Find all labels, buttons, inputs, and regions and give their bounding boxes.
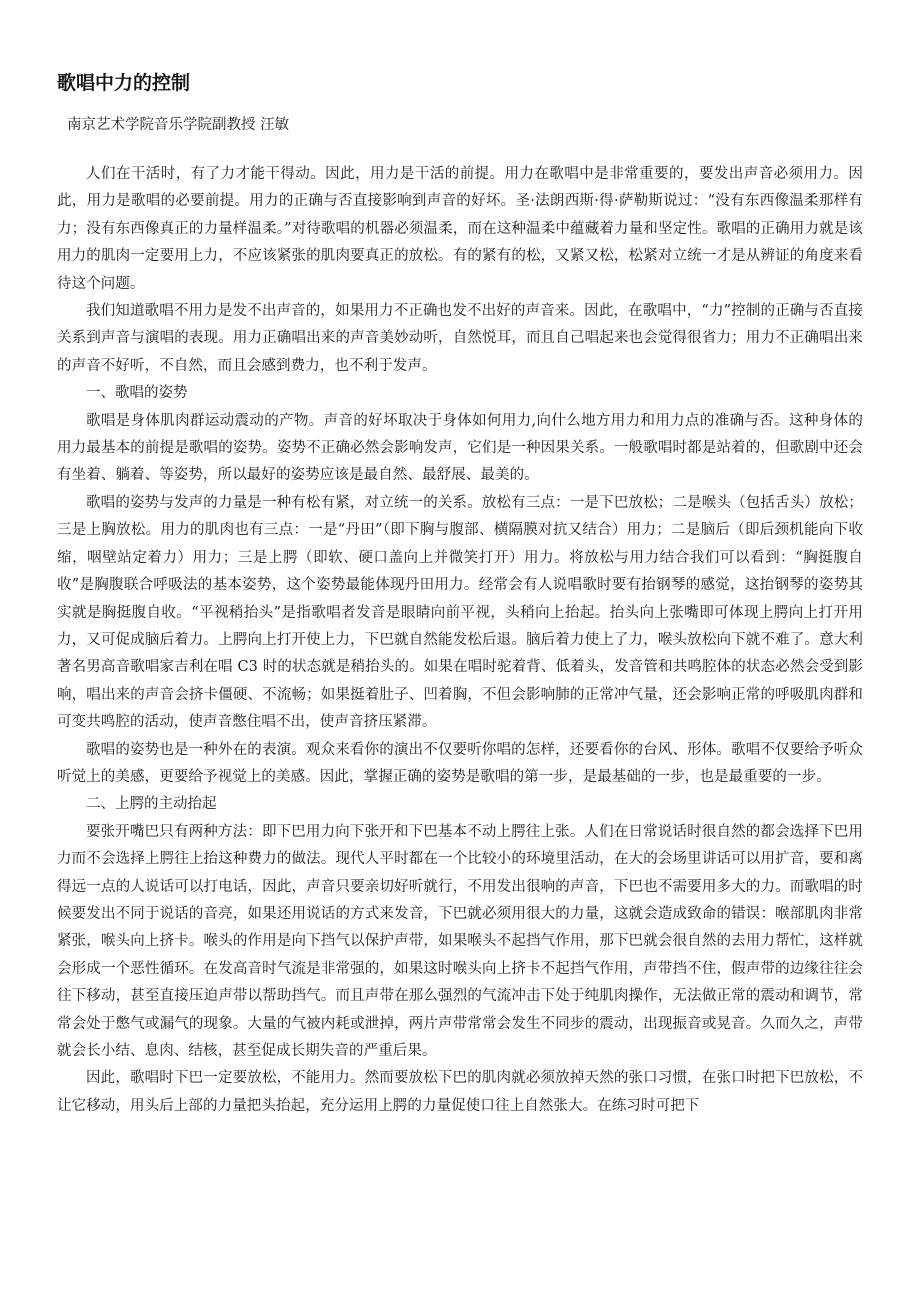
author-byline: 南京艺术学院音乐学院副教授 汪敏 xyxy=(67,117,290,133)
paragraph: 歌唱的姿势与发声的力量是一种有松有紧，对立统一的关系。放松有三点：一是下巴放松；二是喉头（包括舌头）放松；三是上胸放松。用力的肌肉也有三点：一是“丹田”（即下胸与腹部、横隔膜对抗又结合）用力；二是脑后（即后颈机能向下收缩，咽壁站定着力）用力；三是上腭（即软、硬口盖向上并微笑打开）用力。将放松与用力结合我们可以看到：“胸挺腹自收”是胸腹联合呼吸法的基本姿势，这个姿势最能体现丹田用力。经常会有人说唱歌时要有抬钢琴的感觉，这抬钢琴的姿势其实就是胸挺腹自收。“平视稍抬头”是指歌唱者发音是眼睛向前平视，头稍向上抬起。抬头向上张嘴即可体现上腭向上打开用力，又可促成脑后着力。上腭向上打开使上力，下巴就自然能发松后退。脑后着力使上了力，喉头放松向下就不难了。意大利著名男高音歌唱家吉利在唱 C3 时的状态就是稍抬头的。如果在唱时驼着背、低着头，发音管和共鸣腔体的状态必然会受到影响，唱出来的声音会挤卡僵硬、不流畅；如果挺着肚子、凹着胸，不但会影响肺的正常冲气量，还会影响正常的呼吸肌肉群和可变共鸣腔的活动，使声音憋住唱不出，使声音挤压紧滞。 xyxy=(57,494,863,731)
document-page xyxy=(57,68,863,1120)
page-title: 歌唱中力的控制 xyxy=(57,72,191,94)
paragraph: 我们知道歌唱不用力是发不出声音的，如果用力不正确也发不出好的声音来。因此，在歌唱中，“力”控制的正确与否直接关系到声音与演唱的表现。用力正确唱出来的声音美妙动听，自然悦耳，而且自己唱起来也会觉得很省力；用力不正确唱出来的声音不好听，不自然，而且会感到费力，也不利于发声。 xyxy=(57,303,863,374)
paragraph: 歌唱是身体肌肉群运动震动的产物。声音的好坏取决于身体如何用力,向什么地方用力和用力点的准确与否。这种身体的用力最基本的前提是歌唱的姿势。姿势不正确必然会影响发声，它们是一种因果关系。一般歌唱时都是站着的，但歌剧中还会有坐着、躺着、等姿势，所以最好的姿势应该是最自然、最舒展、最美的。 xyxy=(57,412,863,484)
section-heading: 二、上腭的主动抬起 xyxy=(86,796,217,813)
document-body xyxy=(57,161,863,1120)
paragraph: 要张开嘴巴只有两种方法：即下巴用力向下张开和下巴基本不动上腭往上张。人们在日常说话时很自然的都会选择下巴用力而不会选择上腭往上抬这种费力的做法。现代人平时都在一个比较小的环境里活动，在大的会场里讲话可以用扩音，要和离得远一点的人说话可以打电话，因此，声音只要亲切好听就行，不用发出很响的声音，下巴也不需要用多大的力。而歌唱的时候要发出不同于说话的音亮，如果还用说话的方式来发音，下巴就必须用很大的力量，这就会造成致命的错误：喉部肌肉非常紧张，喉头向上挤卡。喉头的作用是向下挡气以保护声带，如果喉头不起挡气作用，那下巴就会很自然的去用力帮忙，这样就会形成一个恶性循环。在发高音时气流是非常强的，如果这时喉头向上挤卡不起挡气作用，声带挡不住，假声带的边缘往往会往下移动，甚至直接压迫声带以帮助挡气。而且声带在那么强烈的气流冲击下处于纯肌肉操作，无法做正常的震动和调节，常常会处于憋气或漏气的现象。大量的气被内耗或泄掉，两片声带常常会发生不同步的震动，出现振音或晃音。久而久之，声带就会长小结、息肉、结核，甚至促成长期失音的严重后果。 xyxy=(57,823,863,1059)
paragraph: 因此，歌唱时下巴一定要放松，不能用力。然而要放松下巴的肌肉就必须放掉天然的张口习惯，在张口时把下巴放松，不让它移动，用头后上部的力量把头抬起，充分运用上腭的力量促使口往上自然张大。在练习时可把下 xyxy=(57,1070,863,1114)
paragraph: 人们在干活时，有了力才能干得动。因此，用力是干活的前提。用力在歌唱中是非常重要的，要发出声音必须用力。因此，用力是歌唱的必要前提。用力的正确与否直接影响到声音的好坏。圣·法朗西斯·得·萨勒斯说过：“没有东西像温柔那样有力；没有东西像真正的力量样温柔。”对待歌唱的机器必须温柔，而在这种温柔中蕴藏着力量和坚定性。歌唱的正确用力就是该用力的肌肉一定要用上力，不应该紧张的肌肉要真正的放松。有的紧有的松，又紧又松，松紧对立统一才是从辨证的角度来看待这个问题。 xyxy=(57,166,863,292)
section-heading: 一、歌唱的姿势 xyxy=(86,385,188,402)
paragraph: 歌唱的姿势也是一种外在的表演。观众来看你的演出不仅要听你唱的怎样，还要看你的台风、形体。歌唱不仅要给予听众听觉上的美感，更要给予视觉上的美感。因此，掌握正确的姿势是歌唱的第一步，是最基础的一步，也是最重要的一步。 xyxy=(57,741,863,785)
